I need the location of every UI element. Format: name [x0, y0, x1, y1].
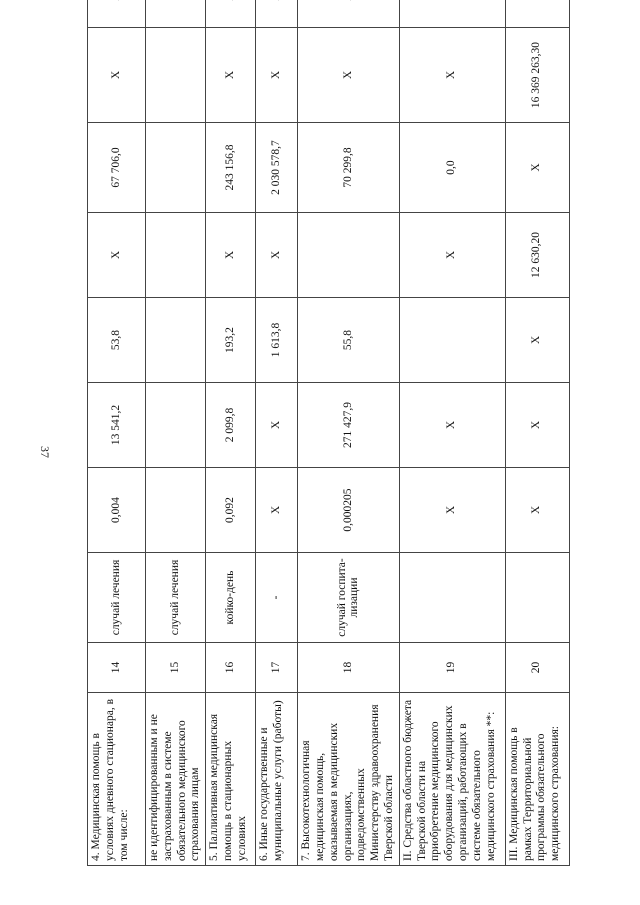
- cell-v6: Х: [88, 28, 146, 123]
- cell-num: 17: [256, 643, 298, 693]
- cell-num: 20: [505, 643, 569, 693]
- cell-name: 4. Медицинская помощь в условиях дневного стационара, в том числе:: [88, 693, 146, 866]
- cell-v6: Х: [298, 28, 400, 123]
- cell-v2: 13 541,2: [88, 383, 146, 468]
- cell-v1: Х: [399, 468, 505, 553]
- table-row: [146, 0, 206, 866]
- cell-unit: случай госпита-лизации: [298, 553, 400, 643]
- cell-v5: 0,0: [399, 123, 505, 213]
- cell-v5: 2 030 578,7: [256, 123, 298, 213]
- cell-v6: [146, 28, 206, 123]
- cell-v6: 16 369 263,30: [505, 28, 569, 123]
- cell-name: III. Медицинская помощь в рамках Территориальной программы обязательного медицинского страхования:: [505, 693, 569, 866]
- cell-num: 16: [206, 643, 256, 693]
- cell-unit: [399, 553, 505, 643]
- rotated-table-container: [87, 36, 567, 866]
- cell-num: 15: [146, 643, 206, 693]
- cell-v4: 12 630,20: [505, 213, 569, 298]
- cell-v6: Х: [206, 28, 256, 123]
- cell-v7: [88, 0, 146, 28]
- cell-v3: 53,8: [88, 298, 146, 383]
- cell-v4: Х: [256, 213, 298, 298]
- cell-unit: [505, 553, 569, 643]
- cell-v3: Х: [505, 298, 569, 383]
- cell-v1: [146, 468, 206, 553]
- cell-name: 6. Иные государственные и муниципальные услуги (работы): [256, 693, 298, 866]
- cell-unit: -: [256, 553, 298, 643]
- cell-v4: [298, 213, 400, 298]
- table-row: [298, 0, 400, 866]
- cell-v6: Х: [256, 28, 298, 123]
- table-row: [256, 0, 298, 866]
- cell-name: II. Средства областного бюджета Тверской области на приобретение медицинского оборудования для медицинских организаций, работающих в системе обязательного медицинского страхования **:: [399, 693, 505, 866]
- cell-v3: 1 613,8: [256, 298, 298, 383]
- cell-unit: случай лечения: [146, 553, 206, 643]
- cell-v2: Х: [399, 383, 505, 468]
- cell-v5: 243 156,8: [206, 123, 256, 213]
- cell-unit: случай лечения: [88, 553, 146, 643]
- cell-v7: [206, 0, 256, 28]
- cell-v4: [146, 213, 206, 298]
- cell-name: 7. Высокотехнологичная медицинская помощь, оказываемая в медицинских организациях, подведомственных Министерству здравоохранения Тверской области: [298, 693, 400, 866]
- cell-v3: [399, 298, 505, 383]
- cell-unit: койко-день: [206, 553, 256, 643]
- cell-v2: 271 427,9: [298, 383, 400, 468]
- cell-v5: Х: [505, 123, 569, 213]
- cost-table: [87, 0, 570, 866]
- cell-num: 19: [399, 643, 505, 693]
- table-row: [505, 0, 569, 866]
- cell-v1: 0,092: [206, 468, 256, 553]
- cell-v7: [256, 0, 298, 28]
- cell-v5: [146, 123, 206, 213]
- table-row: [399, 0, 505, 866]
- cell-v7: [298, 0, 400, 28]
- cell-v3: 55,8: [298, 298, 400, 383]
- page-number: 37: [38, 446, 52, 458]
- cell-v5: 67 706,0: [88, 123, 146, 213]
- cell-v1: 0,000205: [298, 468, 400, 553]
- table-row: [206, 0, 256, 866]
- cell-v2: 2 099,8: [206, 383, 256, 468]
- cell-v7: [399, 0, 505, 28]
- cell-v7: [505, 0, 569, 28]
- cell-num: 18: [298, 643, 400, 693]
- table-row: [88, 0, 146, 866]
- cell-v7: [146, 0, 206, 28]
- cell-v1: Х: [505, 468, 569, 553]
- cell-v2: [146, 383, 206, 468]
- cell-num: 14: [88, 643, 146, 693]
- cell-name: 5. Паллиативная медицинская помощь в стационарных условиях: [206, 693, 256, 866]
- cell-v1: Х: [256, 468, 298, 553]
- cell-v6: Х: [399, 28, 505, 123]
- cell-name: не идентифицированным и не застрахованным в системе обязательного медицинского страхования лицам: [146, 693, 206, 866]
- cell-v2: Х: [256, 383, 298, 468]
- cell-v4: Х: [88, 213, 146, 298]
- cell-v5: 70 299,8: [298, 123, 400, 213]
- cell-v4: Х: [206, 213, 256, 298]
- cell-v3: [146, 298, 206, 383]
- cell-v3: 193,2: [206, 298, 256, 383]
- cell-v4: Х: [399, 213, 505, 298]
- cell-v2: Х: [505, 383, 569, 468]
- cell-v1: 0,004: [88, 468, 146, 553]
